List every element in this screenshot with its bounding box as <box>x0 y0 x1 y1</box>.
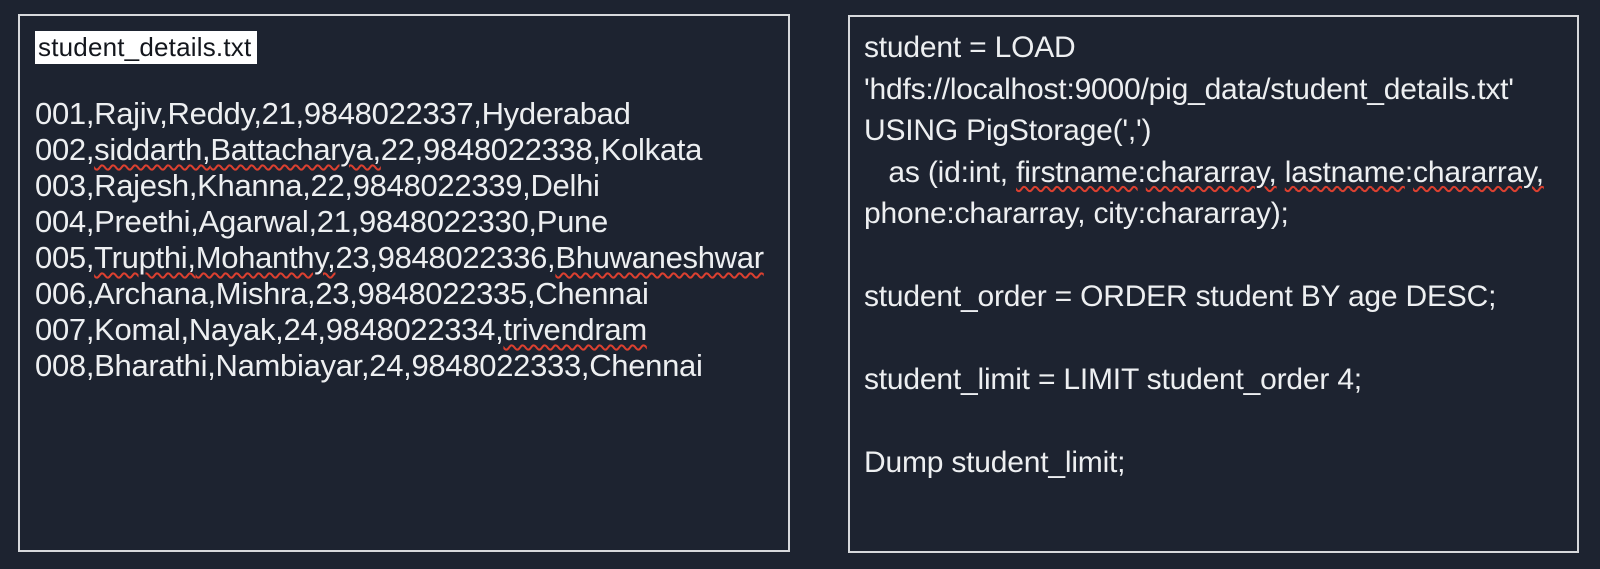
text-segment: 007,Komal,Nayak,24,9848022334, <box>35 312 504 347</box>
text-segment: 008,Bharathi,Nambiayar,24,9848022333,Chennai <box>35 348 703 383</box>
text-segment: phone:chararray, city:chararray); <box>864 197 1289 230</box>
file-content <box>35 96 773 384</box>
misspelled-word: siddarth, <box>94 132 211 167</box>
misspelled-word: Bhuwaneshwar <box>555 240 764 275</box>
script-line <box>864 359 1563 401</box>
text-segment <box>1277 156 1285 189</box>
text-segment: 003,Rajesh,Khanna,22,9848022339,Delhi <box>35 168 600 203</box>
text-segment: : <box>1137 155 1146 189</box>
text-segment: student = LOAD <box>864 31 1076 64</box>
text-segment: student_limit = LIMIT student_order 4; <box>864 363 1362 396</box>
script-line <box>864 152 1563 194</box>
text-segment: USING PigStorage(',') <box>864 114 1152 147</box>
text-segment: 001,Rajiv,Reddy,21,9848022337,Hyderabad <box>35 96 631 131</box>
text-segment: : <box>1404 155 1414 189</box>
text-segment: 23,9848022336, <box>335 240 556 275</box>
script-line <box>864 276 1563 318</box>
script-line <box>864 442 1563 484</box>
text-segment: student_order = ORDER student BY age DESC; <box>864 280 1497 313</box>
misspelled-word: chararray, <box>1413 155 1544 189</box>
text-segment: Dump student_limit; <box>864 446 1126 479</box>
misspelled-word: firstname <box>1016 155 1138 189</box>
file-row <box>35 276 773 312</box>
text-segment: 'hdfs://localhost:9000/pig_data/student_details.txt' <box>864 72 1514 106</box>
text-segment: 22,9848022338,Kolkata <box>380 132 703 167</box>
student-details-file-panel <box>18 14 790 552</box>
text-segment: 004,Preethi,Agarwal,21,9848022330,Pune <box>35 204 608 239</box>
file-row <box>35 168 773 204</box>
script-line <box>864 27 1563 69</box>
text-segment: 006,Archana,Mishra,23,9848022335,Chennai <box>35 276 649 311</box>
file-row <box>35 132 773 168</box>
file-row <box>35 348 773 384</box>
misspelled-word: chararray, <box>1145 155 1277 189</box>
script-line <box>864 401 1563 443</box>
pig-script <box>864 27 1563 484</box>
file-row <box>35 204 773 240</box>
text-segment: 002, <box>35 132 95 167</box>
misspelled-word: trivendram <box>503 312 647 347</box>
script-line <box>864 69 1563 111</box>
file-row <box>35 96 773 132</box>
file-row <box>35 240 773 276</box>
text-segment: 005, <box>35 240 95 275</box>
misspelled-word: Mohanthy, <box>195 240 336 275</box>
script-line <box>864 193 1563 235</box>
script-line <box>864 235 1563 277</box>
text-segment: as (id:int, <box>864 155 1017 189</box>
script-line <box>864 110 1563 152</box>
file-row <box>35 312 773 348</box>
misspelled-word: Trupthi, <box>94 240 196 275</box>
misspelled-word: lastname <box>1284 155 1405 189</box>
script-line <box>864 318 1563 360</box>
misspelled-word: Battacharya, <box>210 132 381 167</box>
pig-script-panel <box>848 15 1579 553</box>
filename-highlight: student_details.txt <box>35 31 257 64</box>
